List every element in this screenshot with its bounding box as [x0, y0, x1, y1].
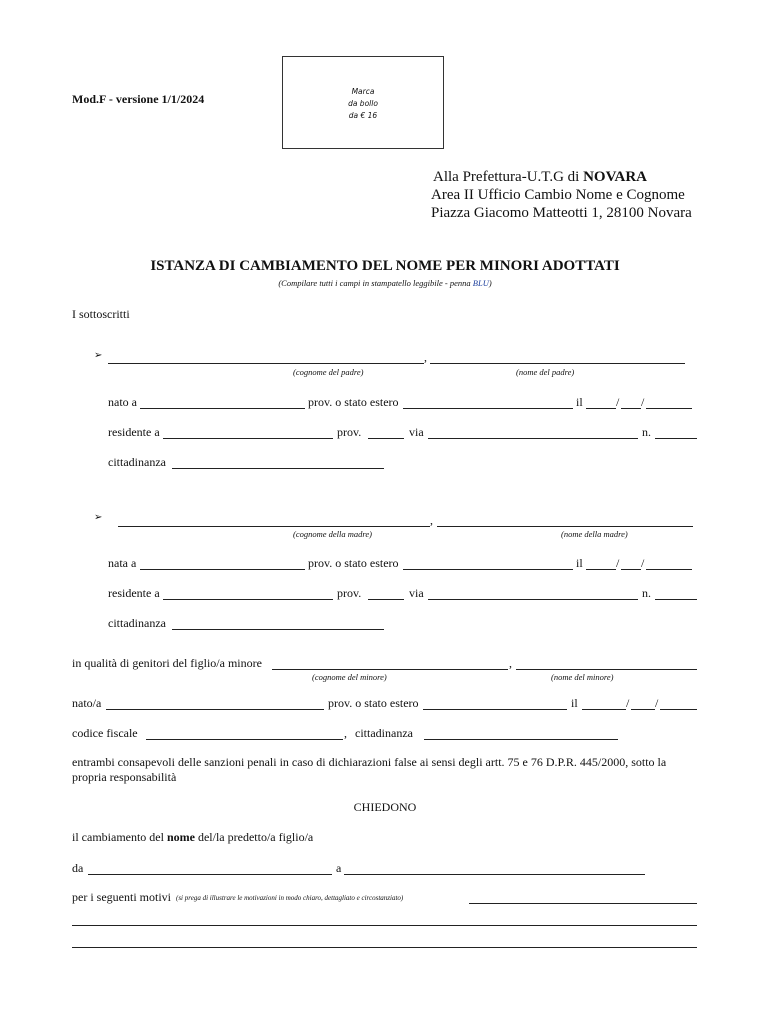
declaration-line-2: propria responsabilità — [72, 770, 177, 784]
bullet-arrow-icon: ➢ — [94, 350, 103, 361]
request-heading: CHIEDONO — [353, 800, 417, 814]
date-slash: / — [626, 696, 630, 710]
minor-surname-caption: (cognome del minore) — [312, 672, 387, 682]
comma-separator: , — [430, 513, 433, 527]
stamp-text-3: da € 16 — [348, 111, 378, 120]
father-born-label: nato a — [108, 395, 137, 409]
father-birth-year-field[interactable] — [646, 408, 692, 409]
stamp-text-1: Marca — [351, 87, 375, 96]
father-prov-field[interactable] — [403, 408, 573, 409]
document-title: ISTANZA DI CAMBIAMENTO DEL NOME PER MINORI ADOTTATI — [150, 258, 620, 274]
minor-citizenship-label: cittadinanza — [355, 726, 413, 740]
change-text-post: del/la predetto/a figlio/a — [194, 830, 314, 844]
father-citizenship-field[interactable] — [172, 468, 384, 469]
mother-res-prov-label: prov. — [337, 586, 362, 600]
mother-number-field[interactable] — [655, 599, 697, 600]
mother-birth-month-field[interactable] — [621, 569, 641, 570]
minor-born-label: nato/a — [72, 696, 102, 710]
father-surname-field[interactable] — [108, 363, 424, 364]
reasons-field-line-1[interactable] — [469, 903, 697, 904]
father-number-label: n. — [642, 425, 651, 439]
document-subtitle — [0, 278, 770, 288]
subtitle-close: ) — [488, 278, 492, 288]
mother-birthplace-field[interactable] — [140, 569, 305, 570]
subtitle-blu: BLU — [472, 278, 489, 288]
father-birth-day-field[interactable] — [586, 408, 616, 409]
mother-born-label: nata a — [108, 556, 137, 570]
father-date-label: il — [576, 395, 583, 409]
father-residence-label: residente a — [108, 425, 160, 439]
father-name-field[interactable] — [430, 363, 685, 364]
minor-birth-year-field[interactable] — [660, 709, 697, 710]
father-birth-month-field[interactable] — [621, 408, 641, 409]
recipient-prefix: Alla Prefettura-U.T.G di — [433, 169, 584, 185]
minor-name-field[interactable] — [516, 669, 697, 670]
minor-birthplace-field[interactable] — [106, 709, 324, 710]
intro-text: I sottoscritti — [72, 307, 130, 321]
minor-citizenship-field[interactable] — [424, 739, 618, 740]
comma-separator: , — [344, 726, 347, 740]
mother-residence-field[interactable] — [163, 599, 333, 600]
date-slash: / — [641, 395, 645, 409]
father-name-caption: (nome del padre) — [516, 367, 575, 377]
father-birthplace-field[interactable] — [140, 408, 305, 409]
bullet-arrow-icon: ➢ — [94, 512, 103, 523]
change-text-bold: nome — [166, 830, 195, 844]
mother-street-field[interactable] — [428, 599, 638, 600]
father-surname-caption: (cognome del padre) — [293, 367, 364, 377]
father-citizenship-label: cittadinanza — [108, 455, 166, 469]
mother-prov-label: prov. o stato estero — [308, 556, 399, 570]
model-version: Mod.F - versione 1/1/2024 — [72, 92, 205, 106]
father-res-prov-label: prov. — [337, 425, 362, 439]
date-slash: / — [616, 395, 620, 409]
mother-date-label: il — [576, 556, 583, 570]
mother-birth-year-field[interactable] — [646, 569, 692, 570]
father-prov-label: prov. o stato estero — [308, 395, 399, 409]
minor-name-caption: (nome del minore) — [551, 672, 614, 682]
minor-intro: in qualità di genitori del figlio/a minore — [72, 656, 262, 670]
reasons-field-line-3[interactable] — [72, 947, 697, 948]
revenue-stamp-box — [282, 56, 444, 149]
mother-residence-label: residente a — [108, 586, 160, 600]
minor-tax-code-field[interactable] — [146, 739, 343, 740]
mother-birth-day-field[interactable] — [586, 569, 616, 570]
mother-via-label: via — [409, 586, 424, 600]
minor-tax-code-label: codice fiscale — [72, 726, 138, 740]
minor-birth-month-field[interactable] — [631, 709, 655, 710]
mother-surname-caption: (cognome della madre) — [293, 529, 372, 539]
father-number-field[interactable] — [655, 438, 697, 439]
mother-name-field[interactable] — [437, 526, 693, 527]
to-name-field[interactable] — [344, 874, 645, 875]
mother-res-prov-field[interactable] — [368, 599, 404, 600]
minor-date-label: il — [571, 696, 578, 710]
mother-prov-field[interactable] — [403, 569, 573, 570]
mother-name-caption: (nome della madre) — [561, 529, 628, 539]
mother-citizenship-label: cittadinanza — [108, 616, 166, 630]
recipient-city: NOVARA — [583, 169, 647, 185]
change-text-pre: il cambiamento del — [72, 830, 167, 844]
date-slash: / — [641, 556, 645, 570]
reasons-field-line-2[interactable] — [72, 925, 697, 926]
subtitle-text: (Compilare tutti i campi in stampatello leggibile - penna — [278, 278, 473, 288]
declaration-line-1: entrambi consapevoli delle sanzioni penali in caso di dichiarazioni false ai sensi degli artt. 75 e 76 D.P.R. 445/2000, sotto la — [72, 755, 667, 769]
mother-surname-field[interactable] — [118, 526, 430, 527]
change-statement — [72, 830, 313, 845]
minor-birth-day-field[interactable] — [582, 709, 626, 710]
reasons-note: (si prega di illustrare le motivazioni in modo chiaro, dettagliato e circostanziato) — [176, 894, 404, 902]
date-slash: / — [655, 696, 659, 710]
recipient-line-1 — [433, 169, 647, 186]
father-street-field[interactable] — [428, 438, 638, 439]
mother-number-label: n. — [642, 586, 651, 600]
minor-prov-field[interactable] — [423, 709, 567, 710]
father-via-label: via — [409, 425, 424, 439]
reasons-label: per i seguenti motivi — [72, 890, 171, 904]
date-slash: / — [616, 556, 620, 570]
comma-separator: , — [509, 656, 512, 670]
father-res-prov-field[interactable] — [368, 438, 404, 439]
comma-separator: , — [424, 350, 427, 364]
minor-surname-field[interactable] — [272, 669, 508, 670]
mother-citizenship-field[interactable] — [172, 629, 384, 630]
minor-prov-label: prov. o stato estero — [328, 696, 419, 710]
recipient-line-3: Piazza Giacomo Matteotti 1, 28100 Novara — [431, 205, 692, 221]
from-label: da — [72, 861, 84, 875]
father-residence-field[interactable] — [163, 438, 333, 439]
recipient-line-2: Area II Ufficio Cambio Nome e Cognome — [431, 187, 685, 203]
from-name-field[interactable] — [88, 874, 332, 875]
stamp-text-2: da bollo — [348, 99, 378, 108]
to-label: a — [336, 861, 342, 875]
